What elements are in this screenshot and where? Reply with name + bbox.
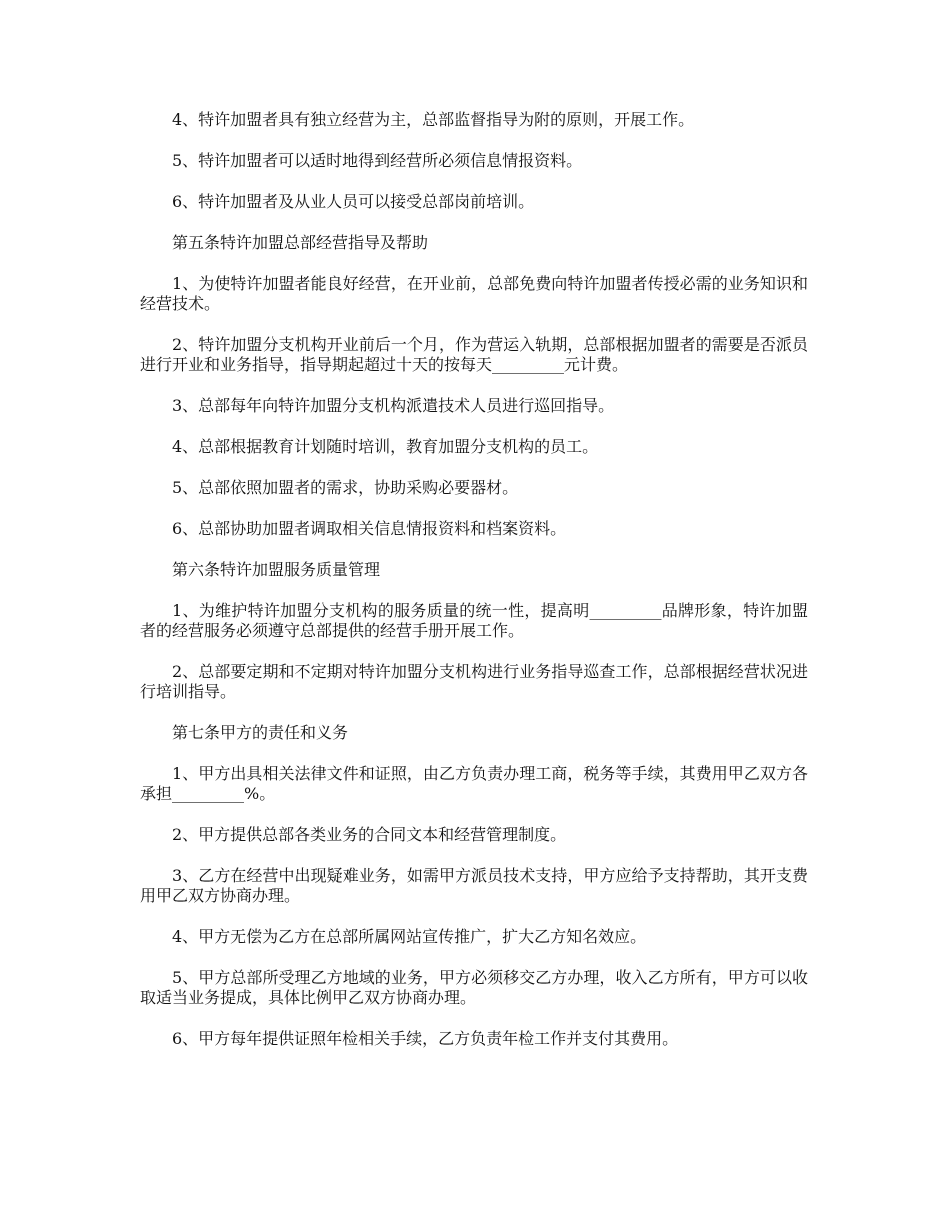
clause-7-5: 5、甲方总部所受理乙方地域的业务，甲方必须移交乙方办理，收入乙方所有，甲方可以收取适当业务提成，具体比例甲乙双方协商办理。 <box>140 968 808 1007</box>
section-heading-7: 第七条甲方的责任和义务 <box>172 723 349 742</box>
document-body <box>140 110 808 1070</box>
clause-7-3: 3、乙方在经营中出现疑难业务，如需甲方派员技术支持，甲方应给予支持帮助，其开支费用甲乙双方协商办理。 <box>140 866 808 905</box>
clause-6-1: 1、为维护特许加盟分支机构的服务质量的统一性，提高明_________品牌形象，特许加盟者的经营服务必须遵守总部提供的经营手册开展工作。 <box>140 601 808 640</box>
clause-7-6: 6、甲方每年提供证照年检相关手续，乙方负责年检工作并支付其费用。 <box>172 1029 679 1048</box>
clause-4-2: 4、特许加盟者具有独立经营为主，总部监督指导为附的原则，开展工作。 <box>172 110 695 129</box>
clause-5-1: 1、为使特许加盟者能良好经营，在开业前，总部免费向特许加盟者传授必需的业务知识和经营技术。 <box>140 274 808 313</box>
clause-5-6: 6、总部协助加盟者调取相关信息情报资料和档案资料。 <box>172 519 567 538</box>
clause-5-3: 3、总部每年向特许加盟分支机构派遣技术人员进行巡回指导。 <box>172 396 615 415</box>
clause-7-1: 1、甲方出具相关法律文件和证照，由乙方负责办理工商，税务等手续，其费用甲乙双方各承担_________%。 <box>140 764 808 803</box>
clause-7-4: 4、甲方无偿为乙方在总部所属网站宣传推广，扩大乙方知名效应。 <box>172 927 647 946</box>
clause-5-4: 4、总部根据教育计划随时培训，教育加盟分支机构的员工。 <box>172 437 599 456</box>
section-heading-6: 第六条特许加盟服务质量管理 <box>172 560 381 579</box>
clause-4-4: 6、特许加盟者及从业人员可以接受总部岗前培训。 <box>172 192 535 211</box>
clause-7-2: 2、甲方提供总部各类业务的合同文本和经营管理制度。 <box>172 825 567 844</box>
section-heading-5: 第五条特许加盟总部经营指导及帮助 <box>172 233 429 252</box>
clause-4-3: 5、特许加盟者可以适时地得到经营所必须信息情报资料。 <box>172 151 583 170</box>
clause-5-2: 2、特许加盟分支机构开业前后一个月，作为营运入轨期，总部根据加盟者的需要是否派员进行开业和业务指导，指导期起超过十天的按每天_________元计费。 <box>140 335 808 374</box>
clause-5-5: 5、总部依照加盟者的需求，协助采购必要器材。 <box>172 478 519 497</box>
clause-6-2: 2、总部要定期和不定期对特许加盟分支机构进行业务指导巡查工作，总部根据经营状况进行培训指导。 <box>140 662 808 701</box>
